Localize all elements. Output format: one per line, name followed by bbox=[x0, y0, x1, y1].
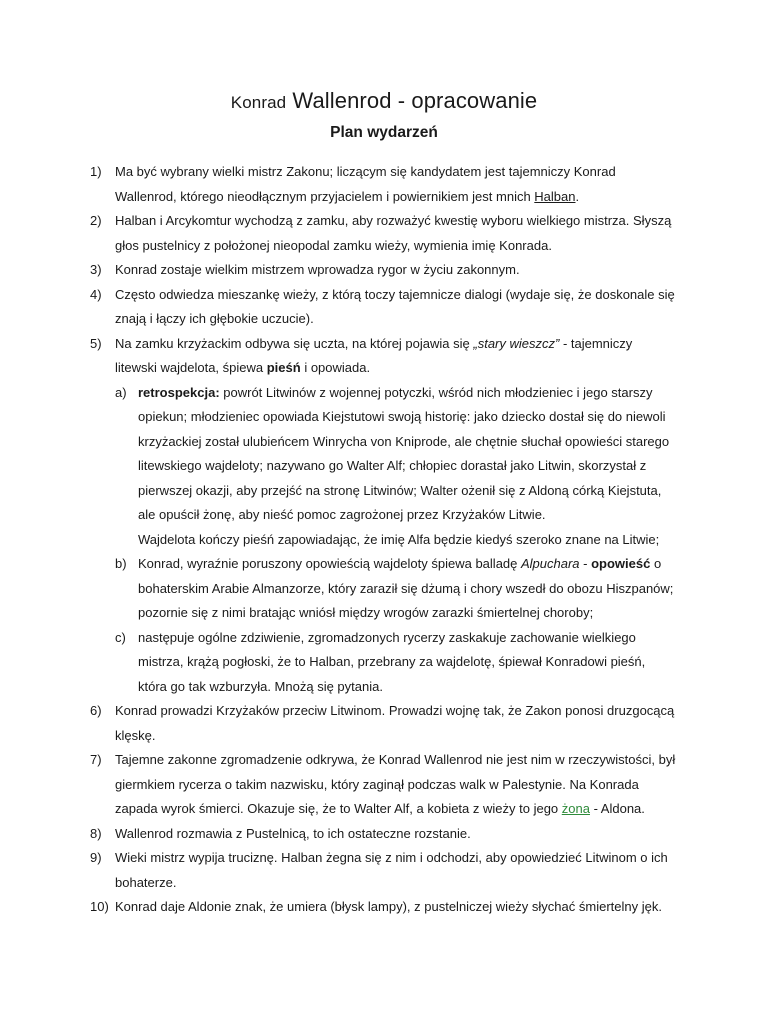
sub-item-text-2: - bbox=[579, 556, 592, 571]
item-bold: pieśń bbox=[266, 360, 301, 375]
item-number: 7) bbox=[90, 752, 102, 767]
list-item-5 bbox=[0, 332, 768, 381]
sub-item-c bbox=[0, 626, 768, 700]
list-item-7 bbox=[0, 748, 768, 822]
list-item-4 bbox=[0, 283, 768, 332]
sub-item-italic: Alpuchara bbox=[521, 556, 580, 571]
document-title bbox=[0, 88, 768, 114]
item-text-end: - Aldona. bbox=[589, 801, 645, 816]
list-item-8 bbox=[0, 822, 768, 847]
item-text: Często odwiedza mieszankę wieży, z którą toczy tajemnicze dialogi (wydaje się, że doskonale się znają i łączy ich głębokie uczucie). bbox=[115, 286, 675, 326]
item-italic: „stary wieszcz” bbox=[473, 335, 560, 351]
title-part-rest: Wallenrod - opracowanie bbox=[292, 88, 538, 113]
sub-item-text-3: o bohaterskim Arabie Almanzorze, który zaraził się dżumą i chory wszedł do obozu Hiszpanów; pozornie się z nimi bratając wniósł między wrogów zarazki śmiertelnej choroby; bbox=[138, 556, 674, 620]
sub-item-text: następuje ogólne zdziwienie, zgromadzonych rycerzy zaskakuje zachowanie wielkiego mistrza, krążą pogłoski, że to Halban, przebrany za wajdelotę, śpiewał Konradowi pieśń, która go tak wzburzyła. Mnożą się pytania. bbox=[138, 629, 646, 694]
item-text: Konrad prowadzi Krzyżaków przeciw Litwinom. Prowadzi wojnę tak, że Zakon ponosi druzgocącą klęskę. bbox=[115, 703, 675, 743]
item-number: 9) bbox=[90, 850, 102, 865]
item-number: 4) bbox=[90, 286, 102, 302]
title-part-konrad: Konrad bbox=[230, 93, 287, 112]
item-text: Tajemne zakonne zgromadzenie odkrywa, że Konrad Wallenrod nie jest nim w rzeczywistości, był giermkiem rycerza o takim nazwisku, który zaginął podczas walk w Palestynie. Na Konrada zapada wyrok śmierci. Okazuje się, że to Walter Alf, a kobieta z wieży to jego bbox=[115, 752, 676, 816]
item-text-end: . bbox=[575, 188, 580, 204]
item-number: 3) bbox=[90, 262, 102, 277]
item-text: Wieki mistrz wypija truciznę. Halban żegna się z nim i odchodzi, aby opowiedzieć Litwinom o ich bohaterze. bbox=[115, 850, 668, 890]
item-text-3: i opowiada. bbox=[300, 360, 371, 375]
sub-item-a bbox=[0, 381, 768, 528]
item-text: Konrad zostaje wielkim mistrzem wprowadza rygor w życiu zakonnym. bbox=[115, 262, 520, 277]
list-item-1 bbox=[0, 160, 768, 209]
events-list bbox=[0, 160, 768, 920]
sub-item-label: a) bbox=[115, 384, 127, 400]
halban-link[interactable]: Halban bbox=[534, 188, 576, 204]
list-item-9 bbox=[0, 846, 768, 895]
item-text: Konrad daje Aldonie znak, że umiera (błysk lampy), z pustelniczej wieży słychać śmiertelny jęk. bbox=[115, 899, 662, 914]
list-item-3 bbox=[0, 258, 768, 283]
sub-item-label: b) bbox=[115, 556, 127, 571]
item-number: 1) bbox=[90, 164, 102, 179]
sub-item-b bbox=[0, 552, 768, 626]
sub-item-a-continuation: Wajdelota kończy pieśń zapowiadając, że imię Alfa będzie kiedyś szeroko znane na Litwie; bbox=[138, 531, 660, 547]
sub-item-bold: opowieść bbox=[591, 556, 651, 571]
item-text: Halban i Arcykomtur wychodzą z zamku, aby rozważyć kwestię wyboru wielkiego mistrza. Słyszą głos pustelnicy z położonej nieopodal zamku wieży, wymienia imię Konrada. bbox=[115, 213, 672, 253]
sub-item-bold: retrospekcja: bbox=[138, 384, 220, 400]
item-text: Na zamku krzyżackim odbywa się uczta, na której pojawia się bbox=[115, 335, 474, 351]
item-number: 6) bbox=[90, 703, 102, 718]
item-number: 10) bbox=[90, 899, 109, 914]
item-number: 2) bbox=[90, 213, 102, 228]
section-heading: Plan wydarzeń bbox=[330, 124, 438, 141]
item-text-2: - tajemniczy litewski wajdelota, śpiewa bbox=[115, 335, 633, 375]
sub-item-label: c) bbox=[115, 629, 126, 645]
item-number: 5) bbox=[90, 335, 102, 351]
list-item-6 bbox=[0, 699, 768, 748]
item-text: Ma być wybrany wielki mistrz Zakonu; liczącym się kandydatem jest tajemniczy Konrad Wallenrod, którego nieodłącznym przyjacielem i powiernikiem jest mnich bbox=[115, 164, 616, 204]
list-item-2 bbox=[0, 209, 768, 258]
sub-item-text: Konrad, wyraźnie poruszony opowieścią wajdeloty śpiewa balladę bbox=[138, 556, 521, 571]
zona-link[interactable]: żona bbox=[561, 801, 590, 816]
sub-item-text: powrót Litwinów z wojennej potyczki, wśród nich młodzieniec i jego starszy opiekun; młodzieniec opowiada Kiejstutowi swoją historię: jako dziecko dostał się do niewoli krzyżackiej został ulubieńcem Winrycha von Kniprode, ale chętnie słuchał opowieści starego litewskiego wajdeloty; nazywano go Walter Alf; chłopiec dorastał jako Litwin, skorzystał z pierwszej okazji, aby przejść na stronę Litwinów; Walter ożenił się z Aldoną córką Kiejstuta, ale opuścił żonę, aby nieść pomoc zagrożonej przez Krzyżaków Litwie. bbox=[138, 384, 670, 522]
list-item-10 bbox=[0, 895, 768, 920]
item-number: 8) bbox=[90, 825, 102, 841]
item-text: Wallenrod rozmawia z Pustelnicą, to ich ostateczne rozstanie. bbox=[115, 825, 471, 841]
